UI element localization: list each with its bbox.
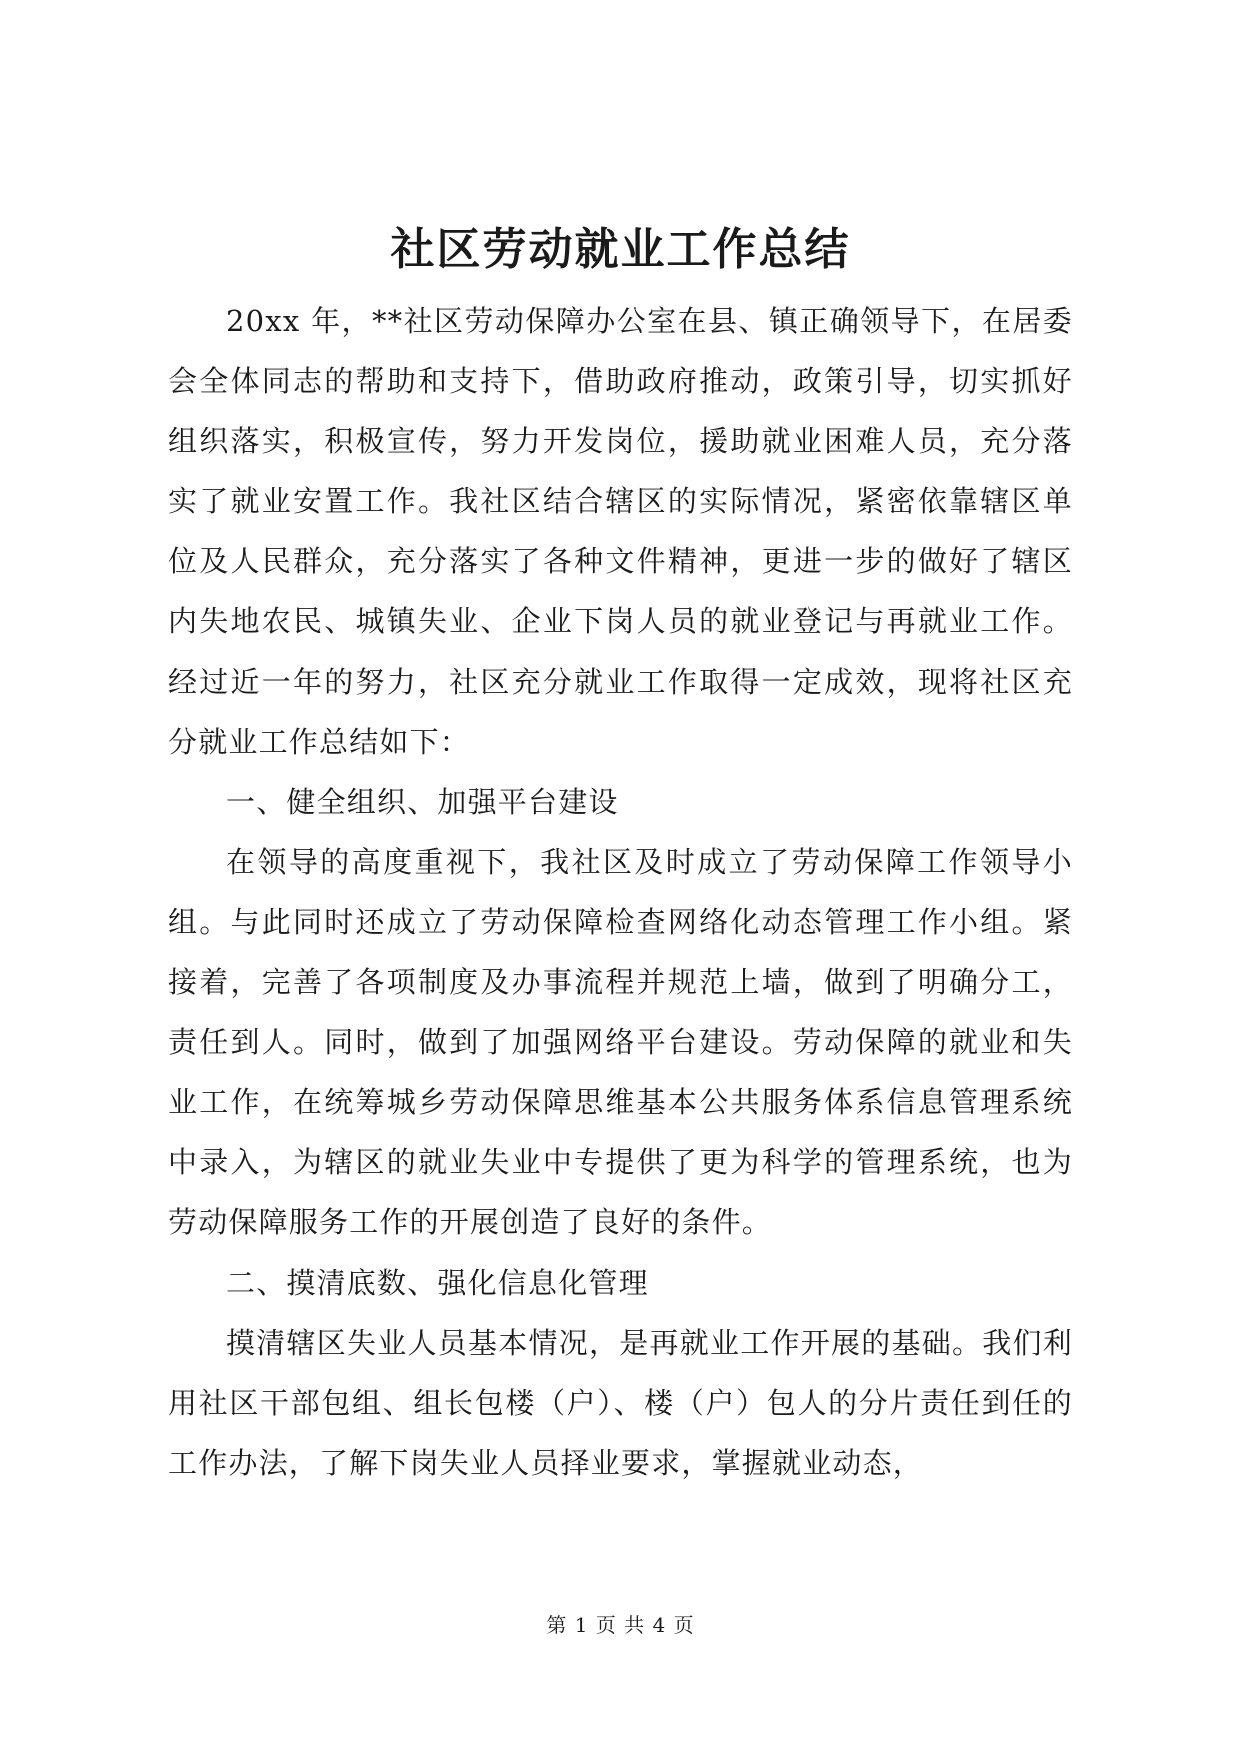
paragraph-intro: 20xx 年，**社区劳动保障办公室在县、镇正确领导下，在居委会全体同志的帮助和支持下，借助政府推动，政策引导，切实抓好组织落实，积极宣传，努力开发岗位，援助就业困难人员，充分落实了就业安置工作。我社区结合辖区的实际情况，紧密依靠辖区单位及人民群众，充分落实了各种文件精神，更进一步的做好了辖区内失地农民、城镇失业、企业下岗人员的就业登记与再就业工作。经过近一年的努力，社区充分就业工作取得一定成效，现将社区充分就业工作总结如下： (168, 304, 1073, 759)
document-body (168, 291, 1073, 1493)
document-title: 社区劳动就业工作总结 (390, 224, 851, 275)
page-footer: 第 1 页 共 4 页 (546, 1613, 695, 1637)
paragraph-section-2: 摸清辖区失业人员基本情况，是再就业工作开展的基础。我们利用社区干部包组、组长包楼（户）、楼（户）包人的分片责任到任的工作办法，了解下岗失业人员择业要求，掌握就业动态， (168, 1325, 1073, 1480)
section-heading-1: 一、健全组织、加强平台建设 (226, 784, 619, 819)
section-heading-2: 二、摸清底数、强化信息化管理 (226, 1265, 649, 1300)
paragraph-section-1: 在领导的高度重视下，我社区及时成立了劳动保障工作领导小组。与此同时还成立了劳动保障检查网络化动态管理工作小组。紧接着，完善了各项制度及办事流程并规范上墙，做到了明确分工，责任到人。同时，做到了加强网络平台建设。劳动保障的就业和失业工作，在统筹城乡劳动保障思维基本公共服务体系信息管理系统中录入，为辖区的就业失业中专提供了更为科学的管理系统，也为劳动保障服务工作的开展创造了良好的条件。 (168, 844, 1073, 1240)
